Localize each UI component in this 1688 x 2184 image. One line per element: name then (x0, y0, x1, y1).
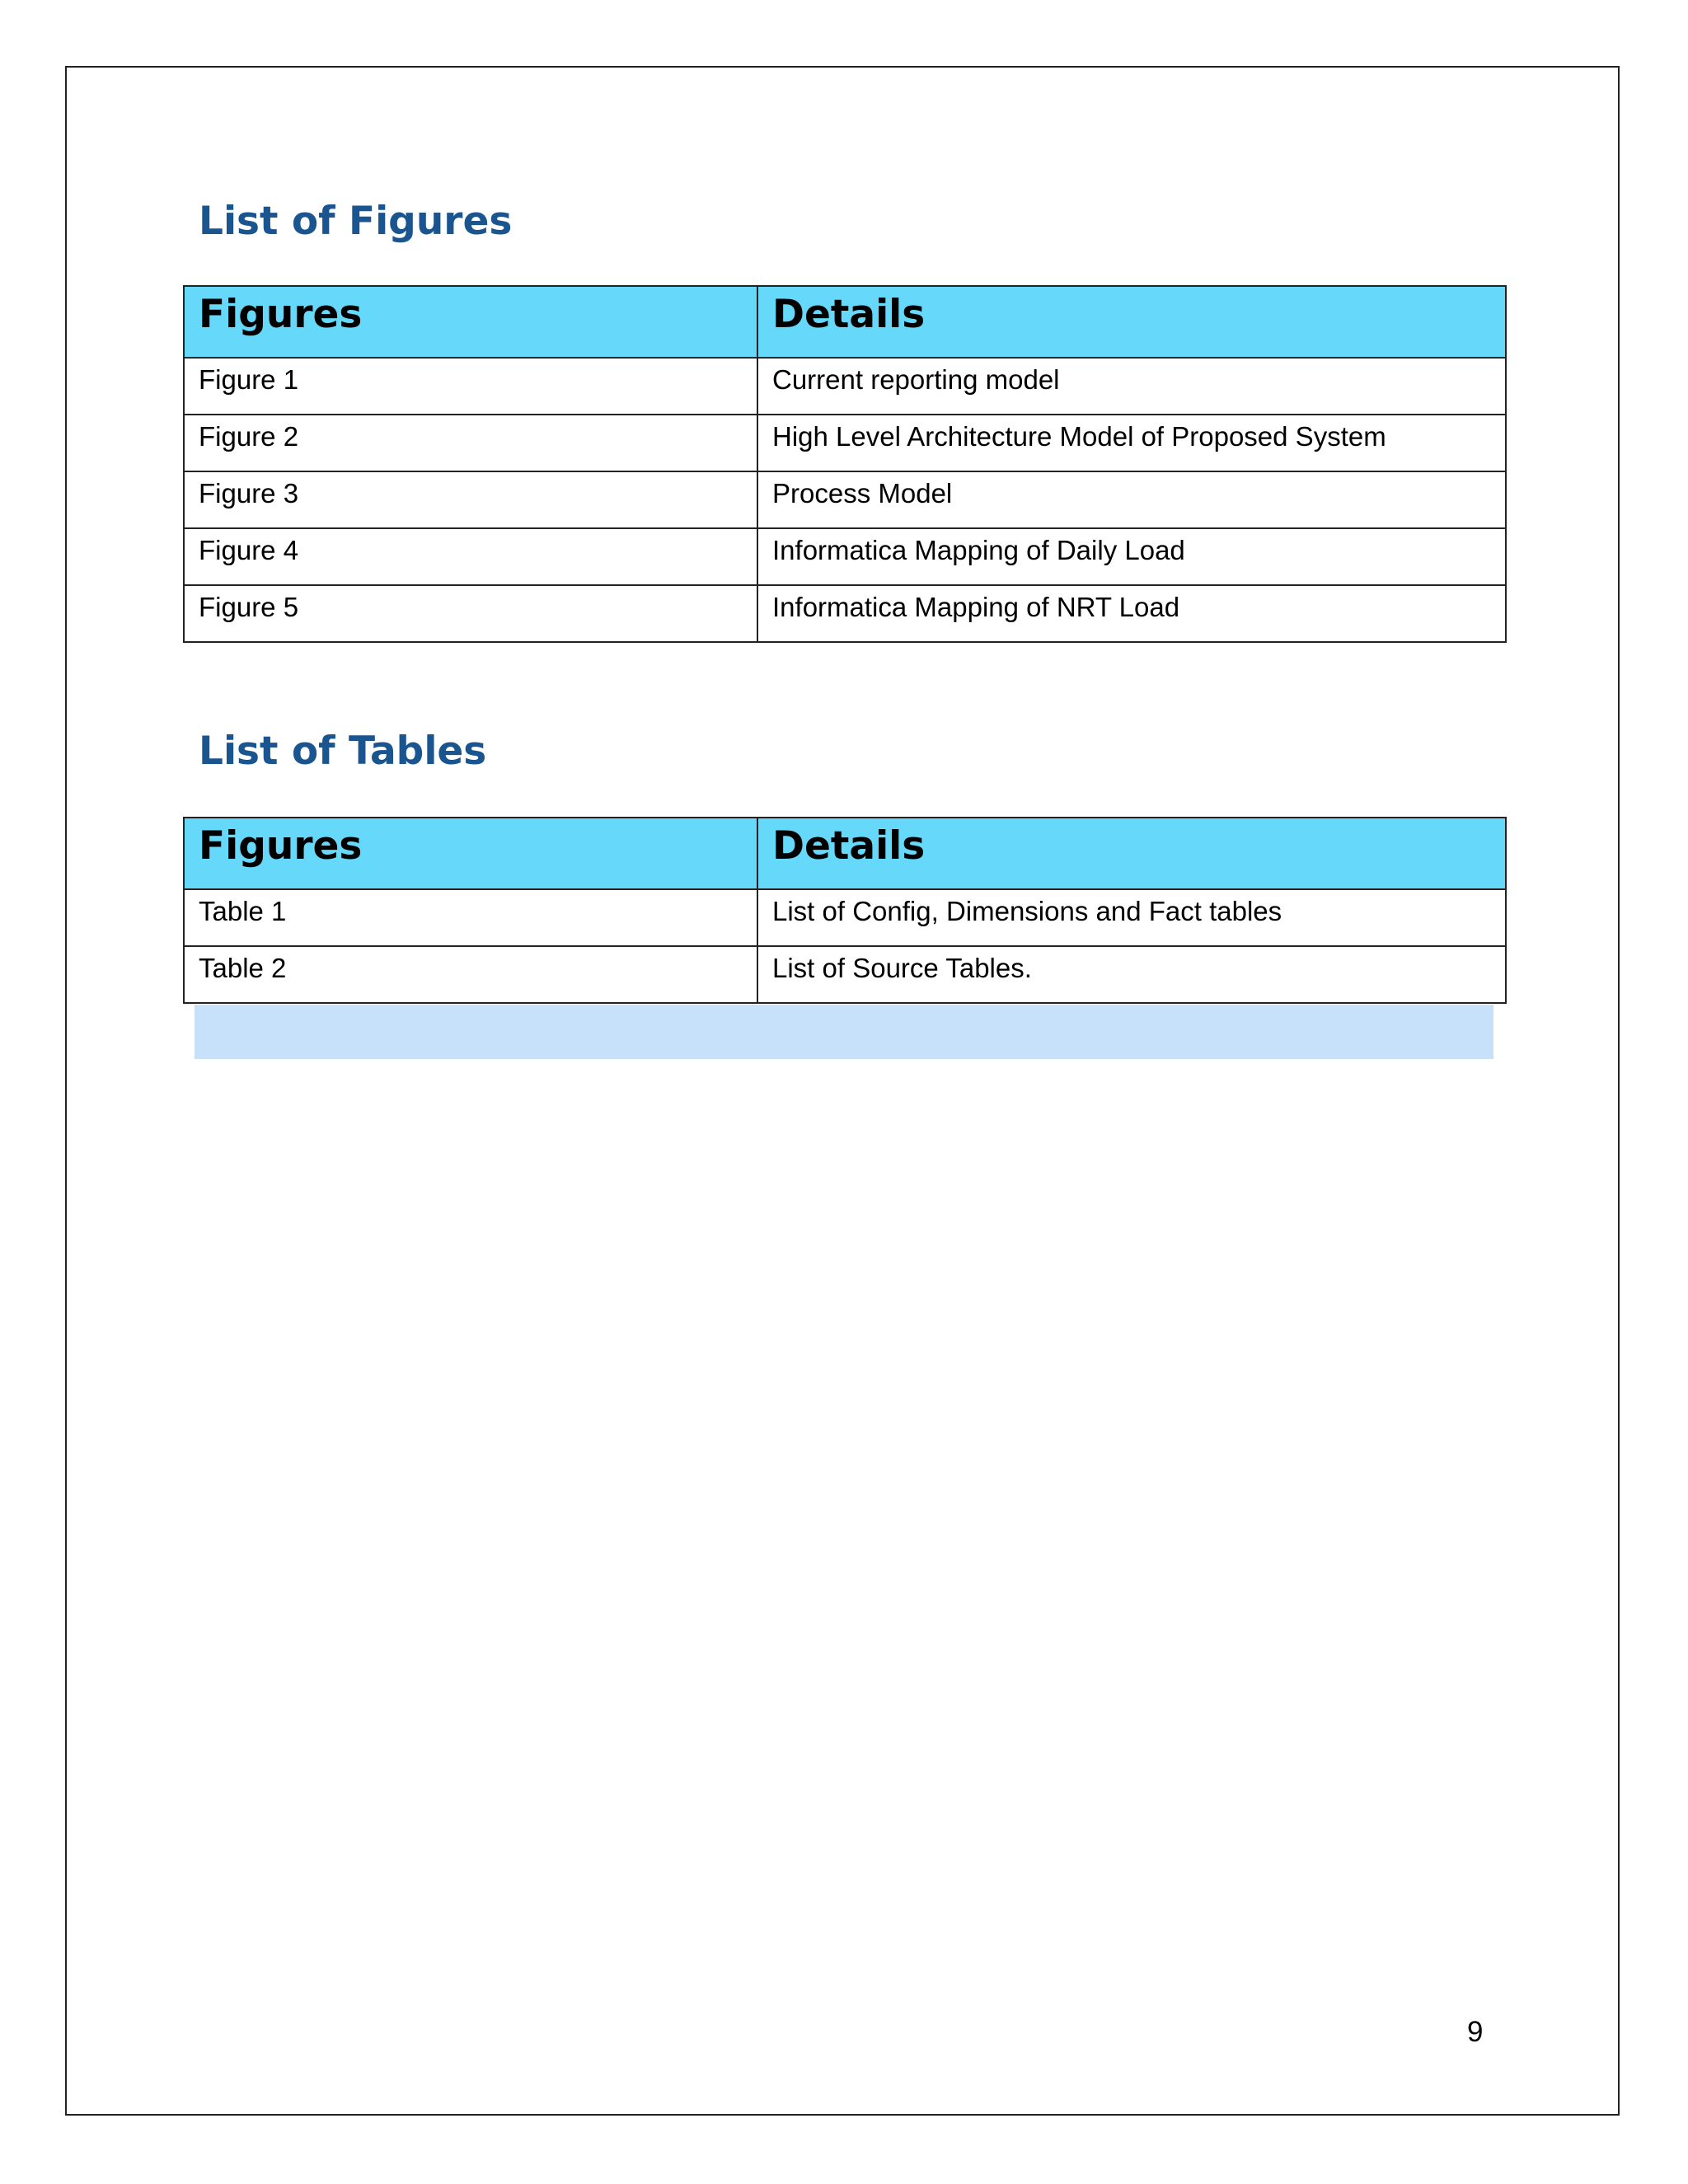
column-header-figures: Figures (184, 286, 757, 358)
table-details-cell: List of Source Tables. (757, 946, 1506, 1003)
figure-label-cell: Figure 1 (184, 358, 757, 415)
highlight-band (195, 1005, 1493, 1059)
table-row (184, 471, 1506, 528)
list-of-figures-table (183, 285, 1507, 643)
figure-label-cell: Figure 3 (184, 471, 757, 528)
table-row (184, 585, 1506, 642)
figure-label-cell: Figure 2 (184, 415, 757, 471)
figure-details-cell: Informatica Mapping of Daily Load (757, 528, 1506, 585)
column-header-details: Details (757, 818, 1506, 889)
table-row (184, 889, 1506, 946)
figure-label-cell: Figure 5 (184, 585, 757, 642)
figure-details-cell: High Level Architecture Model of Proposed System (757, 415, 1506, 471)
list-of-figures-heading: List of Figures (199, 199, 513, 244)
column-header-details: Details (757, 286, 1506, 358)
table-header-row (184, 818, 1506, 889)
table-header-row (184, 286, 1506, 358)
list-of-tables-table (183, 817, 1507, 1004)
table-row (184, 528, 1506, 585)
page-number: 9 (1467, 2016, 1484, 2048)
table-label-cell: Table 2 (184, 946, 757, 1003)
table-details-cell: List of Config, Dimensions and Fact tables (757, 889, 1506, 946)
figure-label-cell: Figure 4 (184, 528, 757, 585)
figure-details-cell: Process Model (757, 471, 1506, 528)
table-row (184, 415, 1506, 471)
column-header-figures: Figures (184, 818, 757, 889)
list-of-tables-heading: List of Tables (199, 729, 487, 774)
figure-details-cell: Informatica Mapping of NRT Load (757, 585, 1506, 642)
figure-details-cell: Current reporting model (757, 358, 1506, 415)
table-label-cell: Table 1 (184, 889, 757, 946)
table-row (184, 946, 1506, 1003)
table-row (184, 358, 1506, 415)
